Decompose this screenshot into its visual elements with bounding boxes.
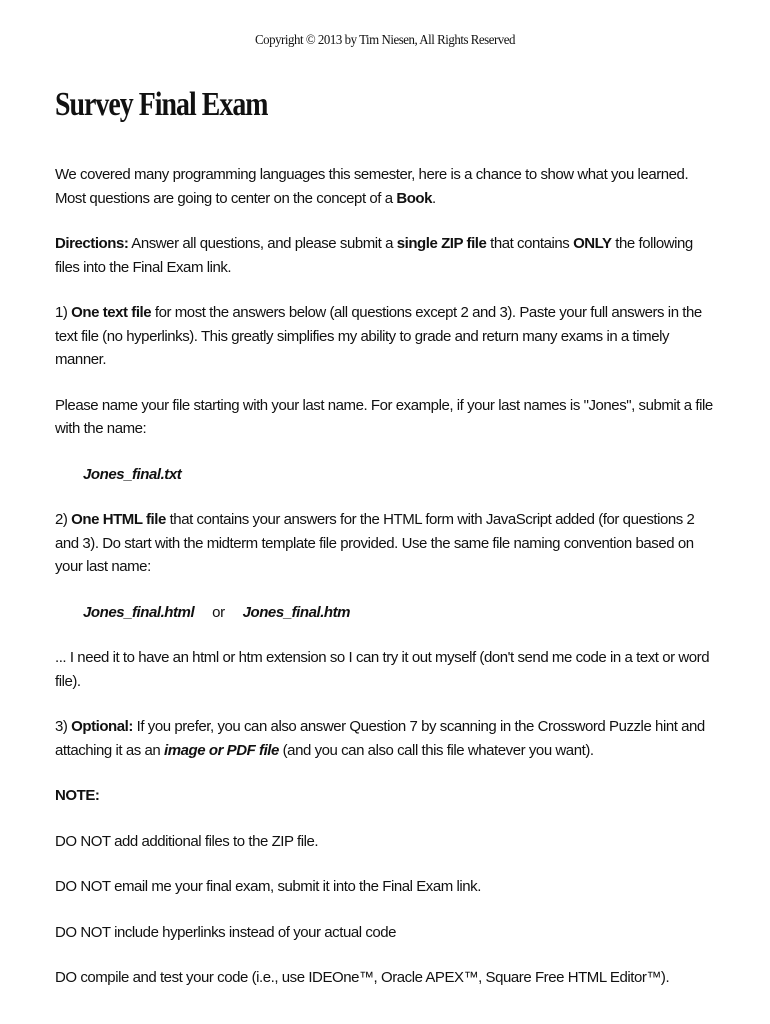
directions-text1: Answer all questions, and please submit a	[128, 235, 397, 252]
item1-text: for most the answers below (all questions except 2 and 3). Paste your full answers in the text file (no hyperlinks). This greatly simplifies my ability to grade and return many exams in a timely manner.	[55, 304, 702, 368]
directions-label: Directions:	[55, 235, 129, 252]
item2-note: ... I need it to have an html or htm extension so I can try it out myself (don't send me code in a text or word file).	[55, 649, 710, 690]
item3-format: image or PDF file	[164, 741, 279, 759]
item2-label: One HTML file	[71, 511, 166, 528]
directions-text2: that contains	[486, 235, 574, 252]
directions-text3: the following files into the Final Exam link.	[55, 235, 693, 276]
item2-or: or	[212, 603, 225, 621]
document-body	[55, 163, 715, 1012]
naming-example: Jones_final.txt	[83, 465, 182, 483]
item3-text1: If you prefer, you can also answer Question 7 by scanning in the Crossword Puzzle hint and attaching it as an	[55, 718, 705, 759]
directions-only: ONLY	[573, 235, 612, 252]
item2-example-htm: Jones_final.htm	[242, 603, 351, 621]
intro-text: We covered many programming languages this semester, here is a chance to show what you learned. Most questions are going to center on the concept of a	[55, 166, 689, 207]
note-heading	[55, 784, 715, 808]
intro-paragraph	[55, 163, 715, 210]
item2-text: that contains your answers for the HTML form with JavaScript added (for questions 2 and 3). Do start with the midterm template file provided. Use the same file naming convention based on your last name:	[55, 511, 695, 575]
directions-paragraph	[55, 232, 715, 279]
naming-paragraph: Please name your file starting with your last name. For example, if your last names is "Jones", submit a file with the name:	[55, 396, 713, 437]
item3-text2: (and you can also call this file whatever you want).	[278, 741, 594, 759]
note-item: DO NOT email me your final exam, submit it into the Final Exam link.	[55, 878, 481, 895]
item2-example-html: Jones_final.html	[83, 603, 195, 621]
note-item: DO NOT add additional files to the ZIP file.	[55, 832, 319, 850]
item2-paragraph	[55, 508, 715, 579]
item1-paragraph	[55, 301, 715, 372]
note-heading-text: NOTE:	[55, 787, 100, 804]
item1-label: One text file	[71, 304, 152, 321]
item2-examples	[55, 601, 715, 625]
item2-num: 2)	[55, 511, 72, 528]
item3-label: Optional:	[71, 718, 133, 735]
copyright-header: Copyright © 2013 by Tim Niesen, All Rights Reserved	[254, 33, 516, 48]
intro-end: .	[432, 189, 436, 207]
item3-num: 3)	[55, 718, 72, 735]
directions-zip: single ZIP file	[396, 235, 487, 252]
item3-paragraph	[55, 715, 715, 762]
note-item: DO compile and test your code (i.e., use IDEOne™, Oracle APEX™, Square Free HTML Editor™).	[55, 969, 670, 986]
page-title: Survey Final Exam	[55, 86, 268, 123]
note-item: DO NOT include hyperlinks instead of your actual code	[55, 923, 397, 941]
intro-book: Book	[396, 189, 433, 207]
item1-num: 1)	[55, 304, 72, 321]
